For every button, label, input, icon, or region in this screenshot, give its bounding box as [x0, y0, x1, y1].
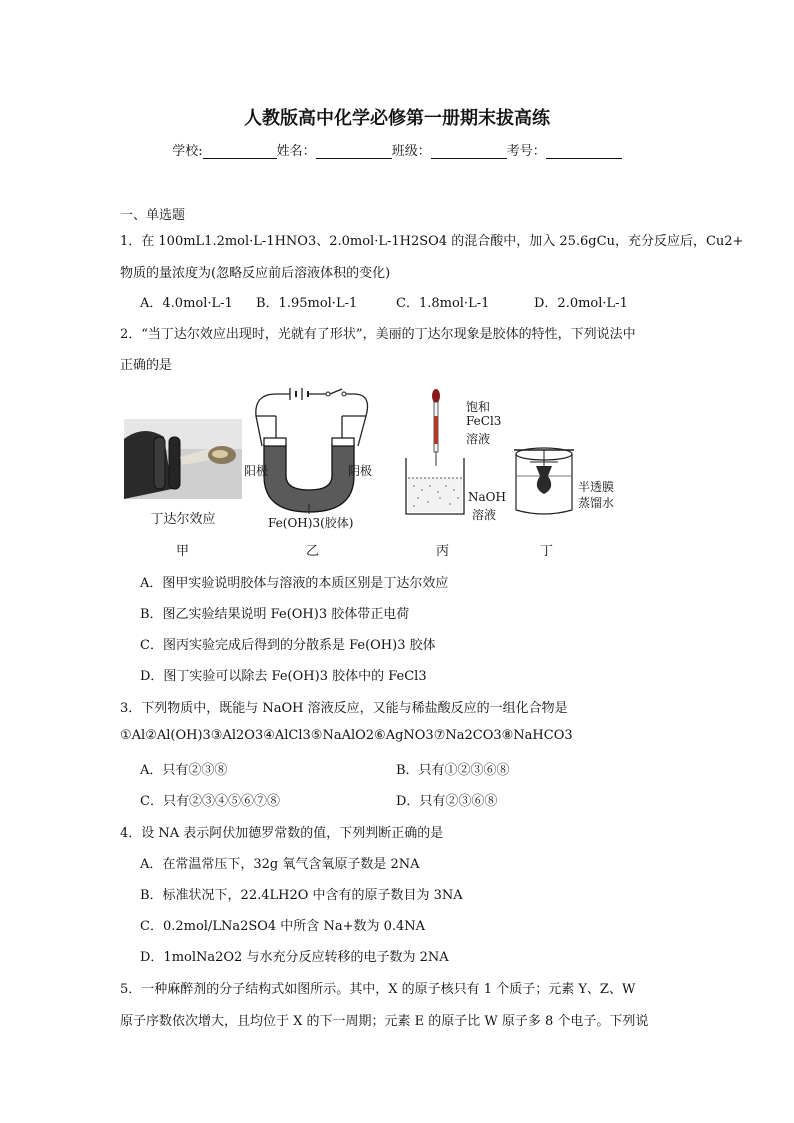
q4-option-b[interactable]: B．标准状况下，22.4LH2O 中含有的原子数目为 3NA: [140, 888, 463, 903]
fig-bing-label1: 饱和: [466, 400, 491, 414]
fig-bing-label4: NaOH: [468, 490, 506, 504]
q1-option-a[interactable]: A．4.0mol·L-1: [140, 296, 233, 311]
fig-bing-label5: 溶液: [472, 508, 497, 522]
name-label: 姓名：: [276, 144, 316, 159]
fig-yi-cathode: 阴极: [348, 464, 373, 478]
fig-name-bing: 丙: [436, 544, 450, 559]
q4-option-d[interactable]: D．1molNa2O2 与水充分反应转移的电子数为 2NA: [140, 950, 449, 965]
q4-line1: 4．设 NA 表示阿伏加德罗常数的值，下列判断正确的是: [120, 826, 444, 841]
dialysis-diagram: [510, 436, 580, 518]
exam-no-field[interactable]: [546, 145, 622, 159]
q1-line2: 物质的量浓度为(忽略反应前后溶液体积的变化): [120, 266, 391, 281]
exam-no-label: 考号：: [506, 144, 546, 159]
fig-jia-caption: 丁达尔效应: [150, 512, 216, 527]
page-title: 人教版高中化学必修第一册期末拔高练: [244, 108, 550, 129]
q1-option-b[interactable]: B．1.95mol·L-1: [256, 296, 358, 311]
q2-option-a[interactable]: A．图甲实验说明胶体与溶液的本质区别是丁达尔效应: [140, 576, 449, 591]
q2-option-c[interactable]: C．图丙实验完成后得到的分散系是 Fe(OH)3 胶体: [140, 638, 436, 653]
school-field[interactable]: [203, 145, 277, 159]
q2-line1: 2．“当丁达尔效应出现时，光就有了形状”，美丽的丁达尔现象是胶体的特性，下列说法中: [120, 327, 636, 342]
q2-option-b[interactable]: B．图乙实验结果说明 Fe(OH)3 胶体带正电荷: [140, 607, 410, 622]
fig-yi-caption: Fe(OH)3(胶体): [268, 516, 354, 530]
fig-name-ding: 丁: [540, 544, 554, 559]
q3-option-c[interactable]: C．只有②③④⑤⑥⑦⑧: [140, 794, 280, 809]
fig-bing-label3: 溶液: [466, 432, 491, 446]
q4-option-c[interactable]: C．0.2mol/LNa2SO4 中所含 Na+数为 0.4NA: [140, 919, 426, 934]
beaker-dropper-diagram: [400, 386, 470, 520]
fig-ding-label2: 蒸馏水: [578, 496, 615, 510]
q1-option-d[interactable]: D．2.0mol·L-1: [534, 296, 628, 311]
q1-line1: 1．在 100mL1.2mol·L-1HNO3、2.0mol·L-1H2SO4 的混合酸中，加入 25.6gCu，充分反应后，Cu2+: [120, 234, 744, 249]
q2-option-d[interactable]: D．图丁实验可以除去 Fe(OH)3 胶体中的 FeCl3: [140, 669, 427, 684]
q3-line2: ①Al②Al(OH)3③Al2O3④AlCl3⑤NaAlO2⑥AgNO3⑦Na2CO3⑧NaHCO3: [120, 728, 573, 743]
fig-yi-anode: 阳极: [244, 464, 269, 478]
q3-option-d[interactable]: D．只有②③⑥⑧: [396, 794, 498, 809]
q5-line1: 5．一种麻醉剂的分子结构式如图所示。其中，X 的原子核只有 1 个质子；元素 Y、Z、W: [120, 982, 636, 997]
q1-option-c[interactable]: C．1.8mol·L-1: [396, 296, 490, 311]
fig-ding-label1: 半透膜: [578, 480, 615, 494]
name-field[interactable]: [316, 145, 392, 159]
tyndall-photo-illustration: [124, 419, 242, 499]
q3-option-b[interactable]: B．只有①②③⑥⑧: [396, 763, 510, 778]
class-field[interactable]: [431, 145, 507, 159]
section-heading: 一、单选题: [120, 208, 186, 223]
tyndall-photo: [124, 419, 242, 499]
q5-line2: 原子序数依次增大，且均位于 X 的下一周期；元素 E 的原子比 W 原子多 8 个电子。下列说: [120, 1014, 649, 1029]
fig-name-jia: 甲: [176, 544, 190, 559]
student-info-line: [0, 140, 794, 159]
fig-bing-label2: FeCl3: [466, 414, 502, 428]
q3-option-a[interactable]: A．只有②③⑧: [140, 763, 228, 778]
q2-line2: 正确的是: [120, 358, 173, 373]
fig-name-yi: 乙: [306, 544, 320, 559]
q4-option-a[interactable]: A．在常温常压下，32g 氧气含氧原子数是 2NA: [140, 857, 420, 872]
u-tube-diagram: [246, 386, 380, 526]
class-label: 班级：: [391, 144, 431, 159]
school-label: 学校:: [172, 144, 203, 159]
q3-line1: 3．下列物质中，既能与 NaOH 溶液反应，又能与稀盐酸反应的一组化合物是: [120, 701, 568, 716]
